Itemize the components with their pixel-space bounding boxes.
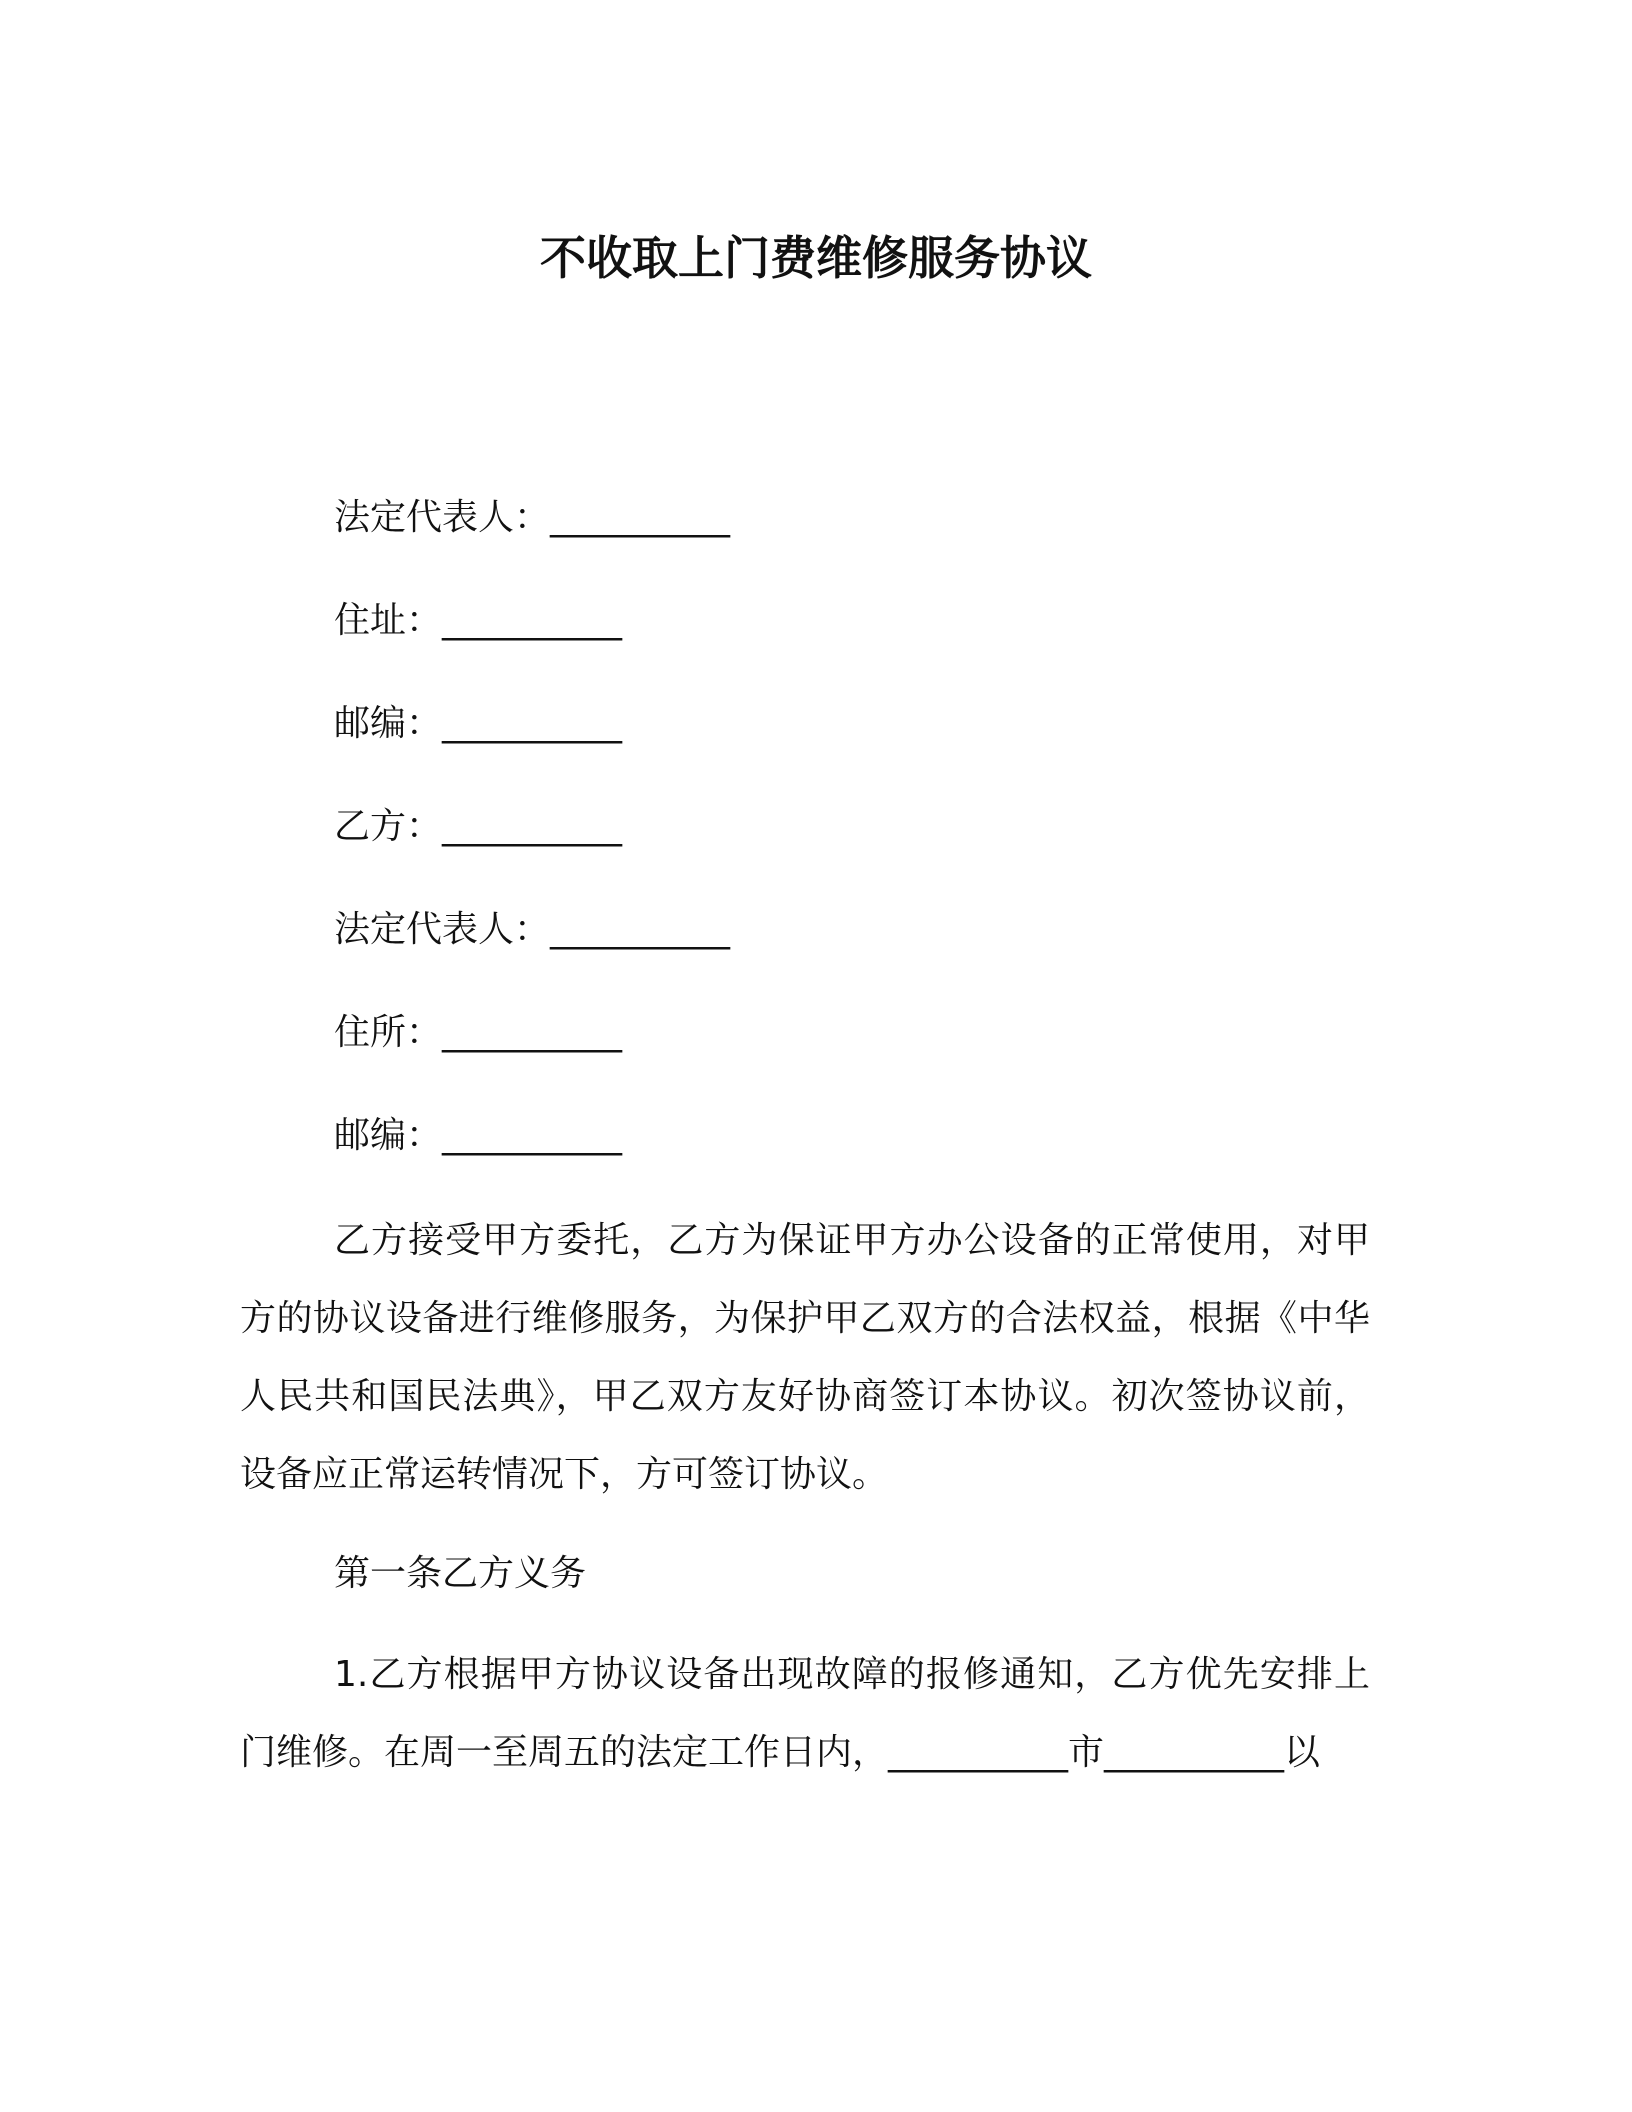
field-legal-representative-b: 法定代表人：__________: [334, 909, 731, 950]
field-postcode-b: 邮编：__________: [334, 1115, 623, 1156]
field-postcode-a: 邮编：__________: [334, 703, 623, 744]
document-title: 不收取上门费维修服务协议: [540, 231, 1092, 285]
field-party-b: 乙方：__________: [334, 806, 623, 847]
article-1-item-1: 1.乙方根据甲方协议设备出现故障的报修通知，乙方优先安排上门维修。在周一至周五的法定工作日内，__________市__________以: [240, 1654, 1370, 1773]
intro-paragraph: 乙方接受甲方委托，乙方为保证甲方办公设备的正常使用，对甲方的协议设备进行维修服务，为保护甲乙双方的合法权益，根据《中华人民共和国民法典》，甲乙双方友好协商签订本协议。初次签协议前，设备应正常运转情况下，方可签订协议。: [240, 1220, 1370, 1495]
article-1-heading: 第一条乙方义务: [334, 1553, 587, 1594]
field-address-a: 住址：__________: [334, 600, 623, 641]
field-legal-representative-a: 法定代表人：__________: [334, 497, 731, 538]
field-residence-b: 住所：__________: [334, 1012, 623, 1053]
